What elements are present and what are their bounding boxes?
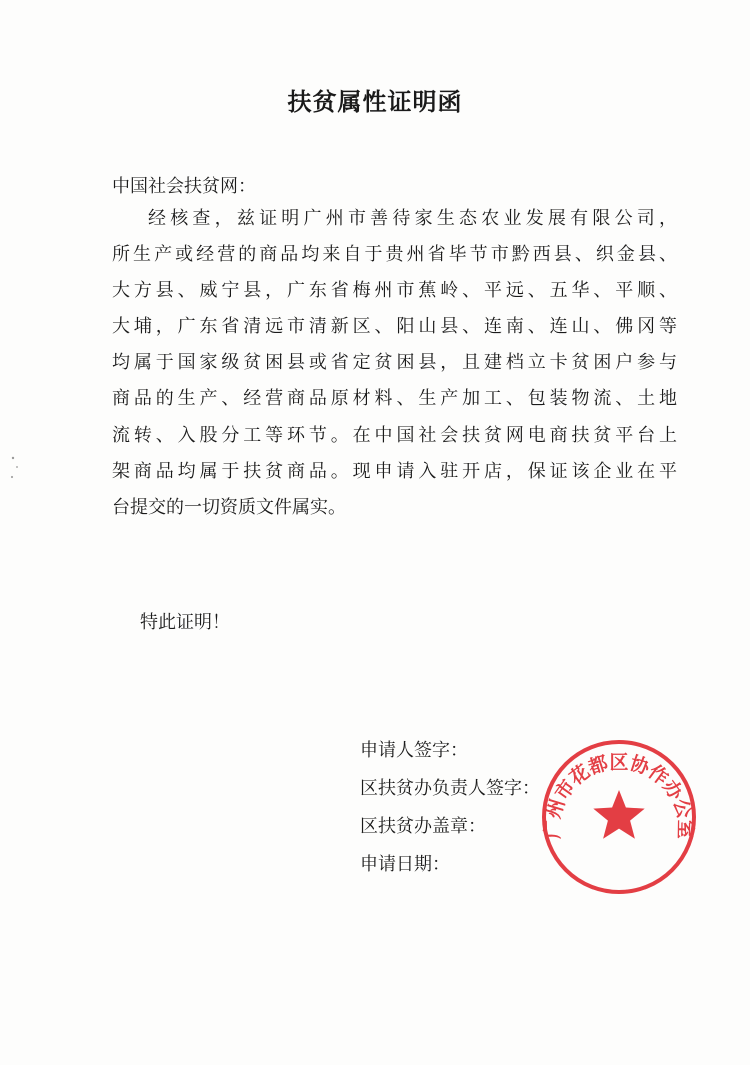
scan-speck-marks — [8, 455, 22, 485]
application-date-field: 申请日期： — [360, 854, 450, 875]
body-line: 均属于国家级贫困县或省定贫困县，且建档立卡贫困户参与 — [112, 352, 677, 374]
body-line: 所生产或经营的商品均来自于贵州省毕节市黔西县、织金县、 — [112, 244, 677, 266]
seal-text-path: 广州市花都区协作办公室 — [541, 751, 697, 840]
official-seal-stamp — [540, 738, 698, 896]
body-line: 大方县、威宁县，广东省梅州市蕉岭、平远、五华、平顺、 — [112, 280, 677, 302]
closing-statement: 特此证明！ — [140, 612, 230, 633]
salutation: 中国社会扶贫网： — [112, 176, 256, 197]
body-line: 架商品均属于扶贫商品。现申请入驻开店，保证该企业在平 — [112, 460, 677, 482]
body-line: 经核查，兹证明广州市善待家生态农业发展有限公司， — [148, 208, 677, 229]
star-icon — [593, 790, 644, 839]
office-head-signature-field: 区扶贫办负责人签字： — [360, 778, 540, 799]
body-line: 大埔，广东省清远市清新区、阳山县、连南、连山、佛冈等 — [112, 316, 677, 338]
signature-block — [360, 732, 540, 884]
body-paragraph — [112, 201, 677, 526]
office-seal-field: 区扶贫办盖章： — [360, 816, 486, 837]
body-line: 台提交的一切资质文件属实。 — [112, 496, 346, 518]
applicant-signature-field: 申请人签字： — [360, 740, 468, 761]
document-title: 扶贫属性证明函 — [287, 88, 463, 116]
body-line: 商品的生产、经营商品原材料、生产加工、包装物流、土地 — [112, 388, 677, 410]
body-line: 流转、入股分工等环节。在中国社会扶贫网电商扶贫平台上 — [112, 424, 677, 446]
